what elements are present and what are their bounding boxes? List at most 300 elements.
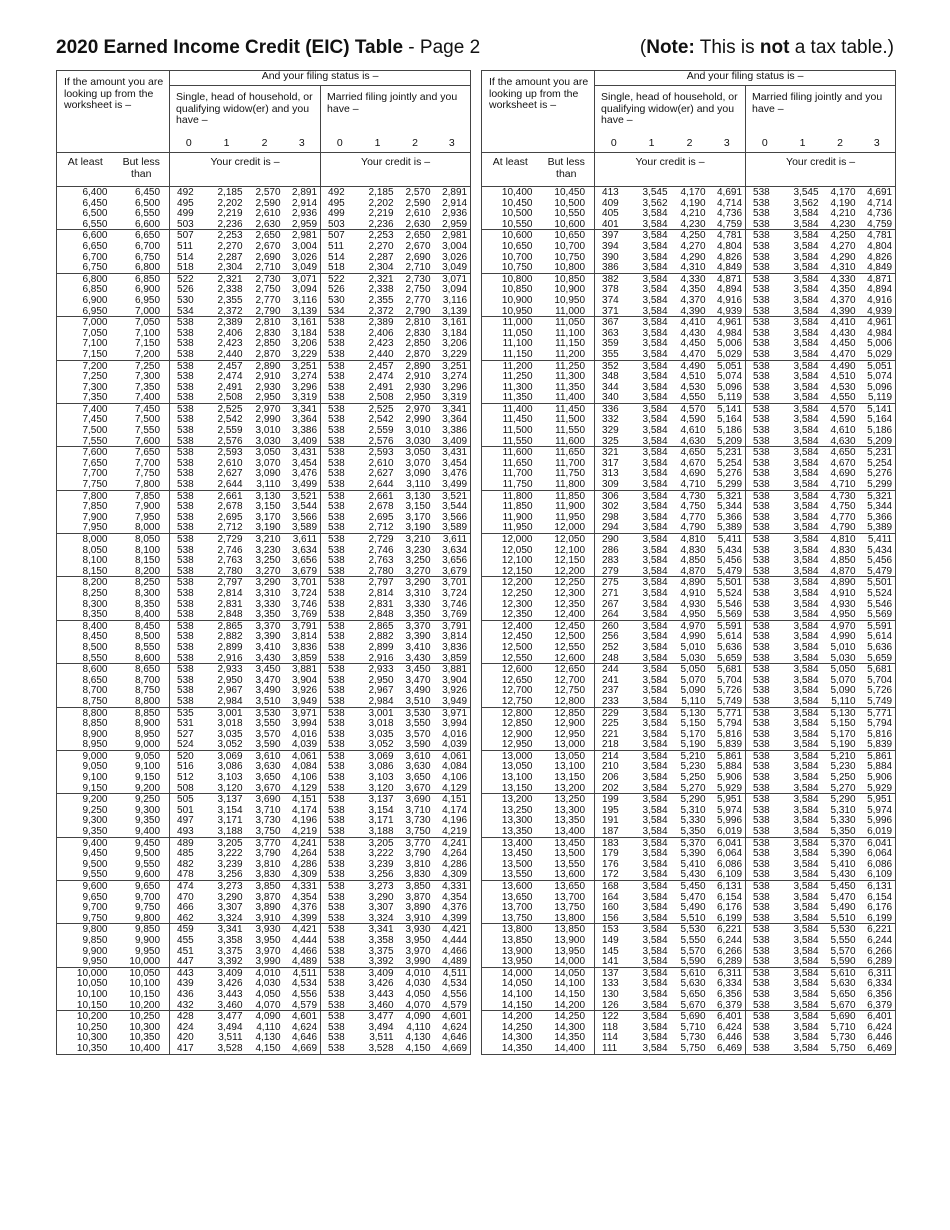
credit-value: 474 bbox=[177, 881, 194, 892]
credit-value: 538 bbox=[328, 772, 345, 784]
credit-value: 538 bbox=[328, 620, 345, 632]
married-credit-cell bbox=[784, 534, 822, 577]
credit-value: 3,584 bbox=[642, 457, 668, 469]
credit-value: 3,584 bbox=[642, 305, 668, 317]
credit-value: 2,570 bbox=[405, 187, 431, 198]
credit-value: 5,929 bbox=[867, 782, 893, 794]
credit-value: 3,584 bbox=[793, 837, 819, 849]
credit-value: 8,800 bbox=[82, 707, 108, 719]
credit-value: 4,219 bbox=[291, 826, 318, 838]
credit-value: 3,690 bbox=[255, 794, 281, 806]
credit-value: 3,679 bbox=[291, 565, 318, 577]
credit-value: 13,100 bbox=[554, 761, 586, 773]
credit-value: 3,188 bbox=[368, 826, 394, 838]
credit-value: 11,650 bbox=[555, 447, 586, 459]
credit-value: 538 bbox=[177, 501, 194, 513]
credit-value: 3,290 bbox=[405, 577, 431, 589]
credit-value: 5,510 bbox=[680, 912, 706, 924]
credit-value: 2,848 bbox=[368, 609, 394, 621]
married-credit-cell bbox=[822, 490, 859, 533]
credit-value: 9,900 bbox=[134, 934, 161, 946]
credit-value: 538 bbox=[177, 348, 194, 360]
credit-value: 3,584 bbox=[793, 967, 819, 979]
credit-value: 9,750 bbox=[82, 912, 108, 924]
table-row-block bbox=[482, 403, 896, 446]
credit-value: 8,400 bbox=[134, 609, 161, 621]
single-credit-cell bbox=[595, 360, 633, 403]
at-least-cell bbox=[57, 273, 114, 316]
credit-value: 3,746 bbox=[442, 598, 468, 610]
credit-value: 9,550 bbox=[134, 858, 161, 870]
credit-value: 482 bbox=[177, 858, 194, 870]
credit-value: 538 bbox=[177, 392, 194, 404]
credit-value: 3,701 bbox=[442, 577, 468, 589]
credit-value: 4,106 bbox=[442, 772, 468, 784]
credit-value: 6,244 bbox=[867, 934, 893, 946]
single-credit-cell bbox=[208, 230, 246, 273]
single-credit-cell bbox=[284, 620, 321, 663]
married-credit-cell bbox=[397, 794, 434, 837]
credit-value: 3,476 bbox=[442, 468, 468, 480]
married-credit-cell bbox=[397, 967, 434, 1010]
single-credit-cell bbox=[633, 403, 671, 446]
credit-value: 2,790 bbox=[405, 305, 431, 317]
credit-value: 7,400 bbox=[134, 392, 161, 404]
credit-value: 7,650 bbox=[82, 457, 108, 469]
credit-value: 10,000 bbox=[76, 967, 108, 979]
credit-value: 3,584 bbox=[793, 414, 819, 426]
credit-value: 538 bbox=[328, 534, 345, 545]
credit-value: 2,570 bbox=[255, 187, 281, 198]
credit-value: 2,508 bbox=[217, 392, 243, 404]
credit-value: 538 bbox=[328, 327, 345, 339]
credit-value: 3,970 bbox=[255, 945, 281, 957]
credit-value: 3,584 bbox=[642, 869, 668, 881]
credit-value: 538 bbox=[328, 826, 345, 838]
credit-value: 3,274 bbox=[291, 371, 318, 383]
credit-value: 3,584 bbox=[793, 544, 819, 556]
credit-value: 3,511 bbox=[369, 1032, 394, 1044]
credit-value: 538 bbox=[753, 403, 770, 415]
credit-value: 3,584 bbox=[793, 381, 819, 393]
married-credit-cell bbox=[434, 924, 471, 967]
credit-value: 10,800 bbox=[554, 262, 586, 274]
married-credit-cell bbox=[434, 837, 471, 880]
credit-value: 12,800 bbox=[501, 707, 533, 719]
credit-value: 7,850 bbox=[82, 501, 108, 513]
credit-value: 3,274 bbox=[442, 371, 468, 383]
eic-table bbox=[481, 70, 896, 1055]
credit-value: 3,049 bbox=[442, 262, 468, 274]
credit-value: 4,826 bbox=[716, 251, 743, 263]
credit-value: 3,724 bbox=[291, 587, 318, 599]
credit-value: 2,899 bbox=[217, 641, 243, 653]
credit-value: 2,338 bbox=[217, 284, 243, 296]
credit-value: 2,710 bbox=[405, 262, 431, 274]
credit-value: 2,355 bbox=[217, 294, 243, 306]
credit-value: 3,570 bbox=[255, 728, 281, 740]
single-credit-cell bbox=[284, 187, 321, 230]
credit-value: 3,584 bbox=[793, 815, 819, 827]
credit-value: 3,584 bbox=[793, 728, 819, 740]
credit-value: 538 bbox=[753, 934, 770, 946]
credit-value: 2,950 bbox=[368, 674, 394, 686]
credit-value: 3,562 bbox=[793, 197, 819, 209]
children-count-header: 0 bbox=[170, 138, 208, 153]
single-credit-cell bbox=[208, 403, 246, 446]
credit-value: 3,511 bbox=[218, 1032, 243, 1044]
credit-value: 3,630 bbox=[405, 761, 431, 773]
credit-value: 3,971 bbox=[291, 707, 318, 719]
credit-value: 3,584 bbox=[642, 718, 668, 730]
filing-status-header: And your filing status is – bbox=[595, 71, 896, 86]
single-credit-cell bbox=[284, 707, 321, 750]
at-least-cell bbox=[482, 490, 539, 533]
credit-value: 13,700 bbox=[554, 891, 586, 903]
credit-value: 3,375 bbox=[368, 945, 394, 957]
credit-value: 2,287 bbox=[368, 251, 394, 263]
credit-value: 3,550 bbox=[255, 718, 281, 730]
single-credit-cell bbox=[671, 750, 709, 793]
credit-value: 6,500 bbox=[82, 208, 108, 220]
credit-value: 5,006 bbox=[716, 338, 743, 350]
credit-value: 3,454 bbox=[291, 457, 318, 469]
credit-value: 3,584 bbox=[793, 718, 819, 730]
credit-value: 3,584 bbox=[642, 360, 668, 372]
at-least-cell bbox=[57, 403, 114, 446]
married-credit-cell bbox=[822, 924, 859, 967]
credit-value: 14,300 bbox=[554, 1021, 586, 1033]
credit-value: 538 bbox=[753, 381, 770, 393]
but-less-than-cell bbox=[114, 187, 170, 230]
single-credit-cell bbox=[246, 750, 284, 793]
single-credit-cell bbox=[709, 447, 746, 490]
credit-value: 9,100 bbox=[82, 772, 108, 784]
credit-value: 3,239 bbox=[368, 858, 394, 870]
credit-value: 8,500 bbox=[134, 631, 161, 643]
credit-value: 3,584 bbox=[793, 555, 819, 567]
married-credit-cell bbox=[859, 273, 896, 316]
credit-value: 5,250 bbox=[830, 772, 856, 784]
credit-value: 5,569 bbox=[716, 609, 743, 621]
credit-value: 538 bbox=[328, 695, 345, 707]
single-credit-cell bbox=[170, 664, 208, 707]
but-less-than-cell bbox=[539, 490, 595, 533]
credit-value: 3,611 bbox=[442, 534, 468, 545]
credit-value: 4,646 bbox=[291, 1032, 318, 1044]
credit-value: 4,690 bbox=[830, 468, 856, 480]
credit-value: 6,041 bbox=[867, 837, 893, 849]
single-credit-cell bbox=[170, 577, 208, 620]
credit-value: 5,186 bbox=[716, 425, 743, 437]
your-credit-header: Your credit is – bbox=[170, 153, 321, 187]
credit-value: 538 bbox=[177, 447, 194, 459]
credit-value: 3,370 bbox=[405, 620, 431, 632]
married-credit-cell bbox=[321, 230, 359, 273]
credit-value: 3,584 bbox=[642, 544, 668, 556]
children-count-header: 3 bbox=[434, 138, 471, 153]
credit-value: 6,064 bbox=[716, 848, 743, 860]
credit-value: 7,950 bbox=[82, 522, 108, 534]
credit-value: 13,000 bbox=[501, 750, 533, 762]
credit-value: 538 bbox=[753, 425, 770, 437]
credit-value: 4,421 bbox=[291, 924, 318, 936]
credit-value: 538 bbox=[328, 902, 345, 914]
credit-value: 3,584 bbox=[642, 534, 668, 545]
credit-value: 3,690 bbox=[405, 794, 431, 806]
credit-value: 4,691 bbox=[716, 187, 743, 198]
credit-value: 382 bbox=[602, 273, 619, 285]
credit-value: 401 bbox=[602, 218, 619, 230]
your-credit-header: Your credit is – bbox=[321, 153, 471, 187]
credit-value: 5,230 bbox=[680, 761, 706, 773]
credit-value: 5,906 bbox=[867, 772, 893, 784]
credit-value: 2,590 bbox=[405, 197, 431, 209]
credit-value: 3,544 bbox=[442, 501, 468, 513]
credit-value: 538 bbox=[753, 999, 770, 1011]
credit-value: 11,650 bbox=[502, 457, 533, 469]
married-credit-cell bbox=[321, 490, 359, 533]
credit-value: 538 bbox=[177, 327, 194, 339]
credit-value: 4,710 bbox=[680, 479, 706, 491]
credit-value: 495 bbox=[328, 197, 345, 209]
single-credit-cell bbox=[709, 750, 746, 793]
credit-value: 2,372 bbox=[217, 305, 243, 317]
credit-value: 10,200 bbox=[76, 1011, 108, 1023]
credit-value: 3,584 bbox=[642, 348, 668, 360]
married-group-header: Married filing jointly and you have – bbox=[321, 86, 471, 139]
credit-value: 12,100 bbox=[554, 544, 586, 556]
single-credit-cell bbox=[671, 447, 709, 490]
credit-value: 11,150 bbox=[502, 348, 533, 360]
credit-value: 8,450 bbox=[134, 620, 161, 632]
married-credit-cell bbox=[397, 273, 434, 316]
credit-value: 12,700 bbox=[554, 674, 586, 686]
credit-value: 3,584 bbox=[642, 501, 668, 513]
credit-value: 2,576 bbox=[217, 435, 243, 447]
credit-value: 538 bbox=[177, 631, 194, 643]
single-credit-cell bbox=[709, 360, 746, 403]
single-credit-cell bbox=[170, 447, 208, 490]
married-credit-cell bbox=[321, 360, 359, 403]
credit-value: 14,150 bbox=[554, 988, 586, 1000]
credit-value: 3,584 bbox=[793, 945, 819, 957]
credit-value: 7,400 bbox=[82, 403, 108, 415]
credit-value: 11,450 bbox=[555, 403, 586, 415]
credit-value: 497 bbox=[177, 815, 194, 827]
but-less-than-cell bbox=[539, 317, 595, 360]
married-credit-cell bbox=[434, 447, 471, 490]
married-credit-cell bbox=[784, 620, 822, 663]
table-row-block bbox=[57, 403, 471, 446]
credit-value: 3,103 bbox=[368, 772, 394, 784]
single-credit-cell bbox=[633, 707, 671, 750]
at-least-cell bbox=[482, 881, 539, 924]
credit-value: 352 bbox=[602, 360, 619, 372]
credit-value: 3,026 bbox=[442, 251, 468, 263]
credit-value: 13,600 bbox=[501, 881, 533, 892]
married-credit-cell bbox=[746, 403, 784, 446]
credit-value: 195 bbox=[602, 804, 619, 816]
credit-value: 538 bbox=[328, 1011, 345, 1023]
credit-value: 8,550 bbox=[134, 641, 161, 653]
credit-value: 4,730 bbox=[680, 490, 706, 502]
credit-value: 5,090 bbox=[830, 685, 856, 697]
table-row-block bbox=[482, 490, 896, 533]
married-credit-cell bbox=[359, 794, 397, 837]
credit-value: 13,000 bbox=[554, 739, 586, 751]
credit-value: 3,836 bbox=[291, 641, 318, 653]
credit-value: 5,681 bbox=[716, 664, 743, 676]
single-credit-cell bbox=[671, 837, 709, 880]
credit-value: 3,950 bbox=[405, 934, 431, 946]
credit-value: 2,627 bbox=[217, 468, 243, 480]
credit-value: 5,470 bbox=[830, 891, 856, 903]
credit-value: 6,311 bbox=[867, 967, 893, 979]
credit-value: 538 bbox=[753, 891, 770, 903]
credit-value: 3,570 bbox=[405, 728, 431, 740]
credit-value: 538 bbox=[328, 479, 345, 491]
credit-value: 4,790 bbox=[830, 522, 856, 534]
credit-value: 5,029 bbox=[716, 348, 743, 360]
credit-value: 2,730 bbox=[255, 273, 281, 285]
credit-value: 4,910 bbox=[830, 587, 856, 599]
credit-value: 5,310 bbox=[680, 804, 706, 816]
credit-value: 538 bbox=[753, 317, 770, 329]
credit-value: 13,200 bbox=[554, 782, 586, 794]
married-credit-cell bbox=[822, 187, 859, 230]
credit-value: 4,090 bbox=[405, 1011, 431, 1023]
credit-value: 2,891 bbox=[291, 187, 318, 198]
single-credit-cell bbox=[709, 664, 746, 707]
credit-value: 3,030 bbox=[405, 435, 431, 447]
credit-value: 3,949 bbox=[442, 695, 468, 707]
credit-value: 7,650 bbox=[134, 447, 161, 459]
credit-value: 2,970 bbox=[405, 403, 431, 415]
credit-value: 3,450 bbox=[255, 664, 281, 676]
credit-value: 3,530 bbox=[255, 707, 281, 719]
credit-value: 8,900 bbox=[134, 718, 161, 730]
credit-value: 4,781 bbox=[716, 230, 743, 242]
credit-value: 3,584 bbox=[793, 251, 819, 263]
credit-value: 199 bbox=[602, 794, 619, 806]
credit-value: 4,890 bbox=[680, 577, 706, 589]
credit-value: 3,256 bbox=[368, 869, 394, 881]
credit-value: 3,545 bbox=[642, 187, 668, 198]
married-credit-cell bbox=[359, 750, 397, 793]
credit-value: 172 bbox=[602, 869, 619, 881]
credit-value: 4,190 bbox=[830, 197, 856, 209]
credit-value: 3,584 bbox=[793, 707, 819, 719]
credit-value: 4,511 bbox=[442, 967, 468, 979]
credit-value: 3,341 bbox=[291, 403, 318, 415]
credit-value: 538 bbox=[753, 544, 770, 556]
single-credit-cell bbox=[633, 534, 671, 577]
credit-value: 3,814 bbox=[291, 631, 318, 643]
table-row-block bbox=[482, 620, 896, 663]
credit-value: 538 bbox=[328, 317, 345, 329]
credit-value: 3,476 bbox=[291, 468, 318, 480]
credit-value: 6,850 bbox=[82, 284, 108, 296]
credit-value: 3,584 bbox=[793, 978, 819, 990]
credit-value: 3,769 bbox=[291, 609, 318, 621]
credit-value: 5,209 bbox=[716, 435, 743, 447]
credit-value: 13,800 bbox=[554, 912, 586, 924]
credit-value: 538 bbox=[328, 447, 345, 459]
at-least-cell bbox=[482, 794, 539, 837]
children-count-header: 0 bbox=[595, 138, 633, 153]
credit-value: 5,710 bbox=[830, 1021, 856, 1033]
credit-value: 538 bbox=[177, 360, 194, 372]
credit-value: 3,001 bbox=[217, 707, 243, 719]
credit-value: 3,270 bbox=[255, 565, 281, 577]
credit-value: 2,933 bbox=[368, 664, 394, 676]
credit-value: 2,457 bbox=[368, 360, 394, 372]
credit-value: 6,266 bbox=[867, 945, 893, 957]
credit-value: 3,521 bbox=[442, 490, 468, 502]
lookup-header: If the amount you are looking up from the worksheet is – bbox=[482, 71, 595, 153]
credit-value: 3,018 bbox=[217, 718, 243, 730]
credit-value: 3,584 bbox=[793, 338, 819, 350]
credit-value: 4,430 bbox=[830, 327, 856, 339]
credit-value: 6,600 bbox=[82, 230, 108, 242]
credit-value: 4,250 bbox=[680, 230, 706, 242]
single-credit-cell bbox=[170, 534, 208, 577]
eic-table-right bbox=[481, 70, 895, 1163]
married-credit-cell bbox=[359, 620, 397, 663]
married-credit-cell bbox=[321, 187, 359, 230]
credit-value: 3,409 bbox=[291, 435, 318, 447]
credit-value: 4,556 bbox=[291, 988, 318, 1000]
credit-value: 3,251 bbox=[442, 360, 468, 372]
credit-value: 4,984 bbox=[867, 327, 893, 339]
credit-value: 12,600 bbox=[554, 652, 586, 664]
credit-value: 11,400 bbox=[555, 392, 586, 404]
but-less-than-cell bbox=[114, 1011, 170, 1054]
credit-value: 137 bbox=[602, 967, 619, 979]
credit-value: 4,804 bbox=[716, 240, 743, 252]
single-credit-cell bbox=[246, 577, 284, 620]
single-credit-cell bbox=[208, 967, 246, 1010]
credit-value: 2,865 bbox=[217, 620, 243, 632]
credit-value: 3,584 bbox=[642, 565, 668, 577]
credit-value: 13,200 bbox=[501, 794, 533, 806]
credit-value: 3,584 bbox=[642, 371, 668, 383]
credit-value: 12,750 bbox=[554, 685, 586, 697]
credit-value: 8,150 bbox=[82, 565, 108, 577]
credit-value: 3,950 bbox=[255, 934, 281, 946]
credit-value: 5,610 bbox=[680, 967, 706, 979]
credit-value: 2,950 bbox=[255, 392, 281, 404]
credit-value: 508 bbox=[177, 782, 194, 794]
credit-value: 4,849 bbox=[867, 262, 893, 274]
credit-value: 5,490 bbox=[680, 902, 706, 914]
credit-value: 4,770 bbox=[680, 511, 706, 523]
credit-value: 8,850 bbox=[82, 718, 108, 730]
credit-value: 2,372 bbox=[368, 305, 394, 317]
married-credit-cell bbox=[321, 403, 359, 446]
credit-value: 3,610 bbox=[405, 750, 431, 762]
credit-value: 9,650 bbox=[134, 881, 161, 892]
credit-value: 3,001 bbox=[368, 707, 394, 719]
credit-value: 3,120 bbox=[368, 782, 394, 794]
credit-value: 538 bbox=[177, 695, 194, 707]
single-credit-cell bbox=[284, 750, 321, 793]
credit-value: 538 bbox=[328, 794, 345, 806]
credit-value: 4,810 bbox=[680, 534, 706, 545]
credit-value: 11,550 bbox=[502, 435, 533, 447]
credit-value: 3,584 bbox=[642, 392, 668, 404]
